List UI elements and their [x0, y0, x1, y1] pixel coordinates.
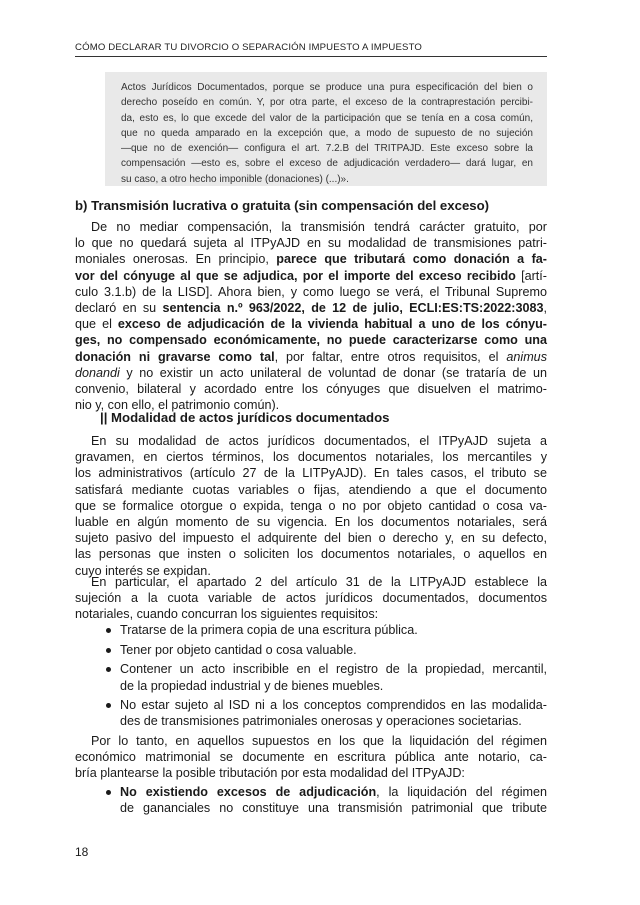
text-line: notariales, cuando concurran los siguientes requisitos:	[75, 607, 379, 622]
quote-line: —que no de exención— configura el art. 7.2.B del TRITPAJD. Este exceso sobre la	[121, 143, 533, 155]
text-line: de la propiedad industrial y de bienes muebles.	[120, 678, 384, 693]
text-line: económico matrimonial se documente en escritura pública ante notario, ca-	[75, 750, 547, 765]
text-line: de gananciales no constituye una transmisión patrimonial que tribute	[120, 801, 547, 816]
text-line: satisfará mediante cuotas variables o fijas, atendiendo a que el documento	[75, 482, 547, 497]
bold-text: sentencia n.º 963/2022, de 12 de julio, ECLI:ES:TS:2022:3083	[162, 300, 544, 315]
paragraph-ajd-requisitos	[75, 574, 547, 623]
text-line: que el exceso de adjudicación de la vivienda habitual a uno de los cónyu-	[75, 317, 547, 332]
paragraph-ajd-intro	[75, 433, 547, 579]
section-title-actos-juridicos: || Modalidad de actos jurídicos documentados	[100, 410, 390, 425]
text-line: convenio, bilateral y acordado entre los cónyuges que disuelven el matrimo-	[75, 381, 547, 396]
text-line: Contener un acto inscribible en el registro de la propiedad, mercantil,	[120, 662, 547, 677]
text-line: moniales onerosas. En principio, parece que tributará como donación a fa-	[75, 252, 547, 267]
text-line: que se formalice otorgue o expida, tenga o no por objeto cantidad o cosa va-	[75, 498, 547, 513]
bullet-icon	[106, 667, 111, 672]
text-line: ges, no compensado económicamente, no puede caracterizarse como una	[75, 333, 547, 348]
list-item	[100, 697, 547, 729]
quote-line: derecho poseído en común. Y, por otra parte, el exceso de la contraprestación percibi-	[121, 97, 533, 109]
bold-text: vor del cónyuge al que se adjudica, por el importe del exceso recibido	[75, 268, 516, 283]
text-line: cuyo interés se expidan.	[75, 563, 211, 578]
text-line: culo 3.1.b) de la LISD]. Ahora bien, y como luego se verá, el Tribunal Supremo	[75, 284, 547, 299]
text-line: En su modalidad de actos jurídicos documentados, el ITPyAJD sujeta a	[91, 434, 547, 448]
text-line: Por lo tanto, en aquellos supuestos en los que la liquidación del régimen	[91, 734, 547, 748]
text-line: donación ni gravarse como tal, por faltar, entre otros requisitos, el animus	[75, 349, 547, 364]
running-header: CÓMO DECLARAR TU DIVORCIO O SEPARACIÓN IMPUESTO A IMPUESTO	[75, 42, 423, 53]
header-rule	[75, 56, 547, 57]
bullet-icon	[106, 628, 111, 633]
bullet-icon	[106, 703, 111, 708]
text-line: lo que no quedará sujeta al ITPyAJD en su modalidad de transmisiones patri-	[75, 236, 547, 251]
quote-line: da, esto es, lo que excede del valor de la participación que se tenía en a cosa común,	[121, 112, 533, 124]
quote-line: su caso, a otro hecho imponible (donaciones) (...)».	[121, 173, 349, 185]
text-line: las personas que insten o soliciten los documentos notariales, o aquellos en	[75, 547, 547, 562]
quote-line: compensación —esto es, sobre el exceso de adjudicación verdadero— dará lugar, en	[121, 158, 533, 170]
bold-text: exceso de adjudicación de la vivienda habitual a uno de los cónyu-	[117, 317, 547, 332]
bold-text: No existiendo excesos de adjudicación	[120, 785, 377, 799]
paragraph-ajd-conclusion	[75, 733, 547, 782]
list-item	[100, 642, 547, 658]
bold-text: parece que tributará como donación a fa-	[276, 252, 547, 267]
text-line: No existiendo excesos de adjudicación, la liquidación del régimen	[120, 785, 547, 799]
quote-line: que no queda amparado en la excepción que, a modo de supuesto de no sujeción	[121, 127, 533, 139]
bullet-icon	[106, 790, 111, 795]
text-line: Tratarse de la primera copia de una escritura pública.	[120, 623, 418, 637]
quote-box	[105, 72, 547, 186]
text-line: En particular, el apartado 2 del artículo 31 de la LITPyAJD establece la	[91, 575, 547, 589]
text-line: Tener por objeto cantidad o cosa valuable.	[120, 642, 357, 657]
quote-line: Actos Jurídicos Documentados, porque se produce una pura especificación del bien o	[121, 82, 533, 93]
text-line: los administrativos (artículo 27 de la LITPyAJD). En tales casos, el tributo se	[75, 466, 547, 481]
text-line: sujeto pasivo del impuesto el adquirente del bien o derecho y, en su defecto,	[75, 531, 547, 546]
list-item	[100, 622, 547, 638]
text-line: declaró en su sentencia n.º 963/2022, de 12 de julio, ECLI:ES:TS:2022:3083,	[75, 300, 547, 315]
text-line: bría plantearse la posible tributación por esta modalidad del ITPyAJD:	[75, 766, 465, 781]
text-line: donandi y no existir un acto unilateral de voluntad de donar (se trataría de un	[75, 365, 547, 380]
text-line: luable en algún momento de su vigencia. En los documentos notariales, será	[75, 514, 547, 529]
bold-text: donación ni gravarse como tal	[75, 349, 275, 364]
italic-text: donandi	[75, 365, 120, 380]
text-line: sujeción a la cuota variable de actos jurídicos documentados, documentos	[75, 591, 547, 606]
page-number: 18	[75, 845, 89, 859]
text-line: gravamen, en ciertos términos, los documentos notariales, los mercantiles y	[75, 450, 547, 465]
cases-list	[100, 784, 547, 820]
section-title-transmision-lucrativa: b) Transmisión lucrativa o gratuita (sin compensación del exceso)	[75, 198, 490, 213]
text-line: des de transmisiones patrimoniales onerosas y operaciones societarias.	[120, 714, 522, 729]
italic-text: animus	[506, 349, 547, 364]
text-line: No estar sujeto al ISD ni a los conceptos comprendidos en las modalida-	[120, 698, 547, 713]
list-item	[100, 784, 547, 816]
text-line: De no mediar compensación, la transmisión tendrá carácter gratuito, por	[91, 220, 547, 234]
requirements-list	[100, 622, 547, 733]
bullet-icon	[106, 648, 111, 653]
text-line: nio y, con ello, el patrimonio común).	[75, 398, 280, 413]
text-line: vor del cónyuge al que se adjudica, por el importe del exceso recibido [artí-	[75, 268, 547, 283]
paragraph-transmision-lucrativa	[75, 219, 547, 413]
list-item	[100, 661, 547, 693]
